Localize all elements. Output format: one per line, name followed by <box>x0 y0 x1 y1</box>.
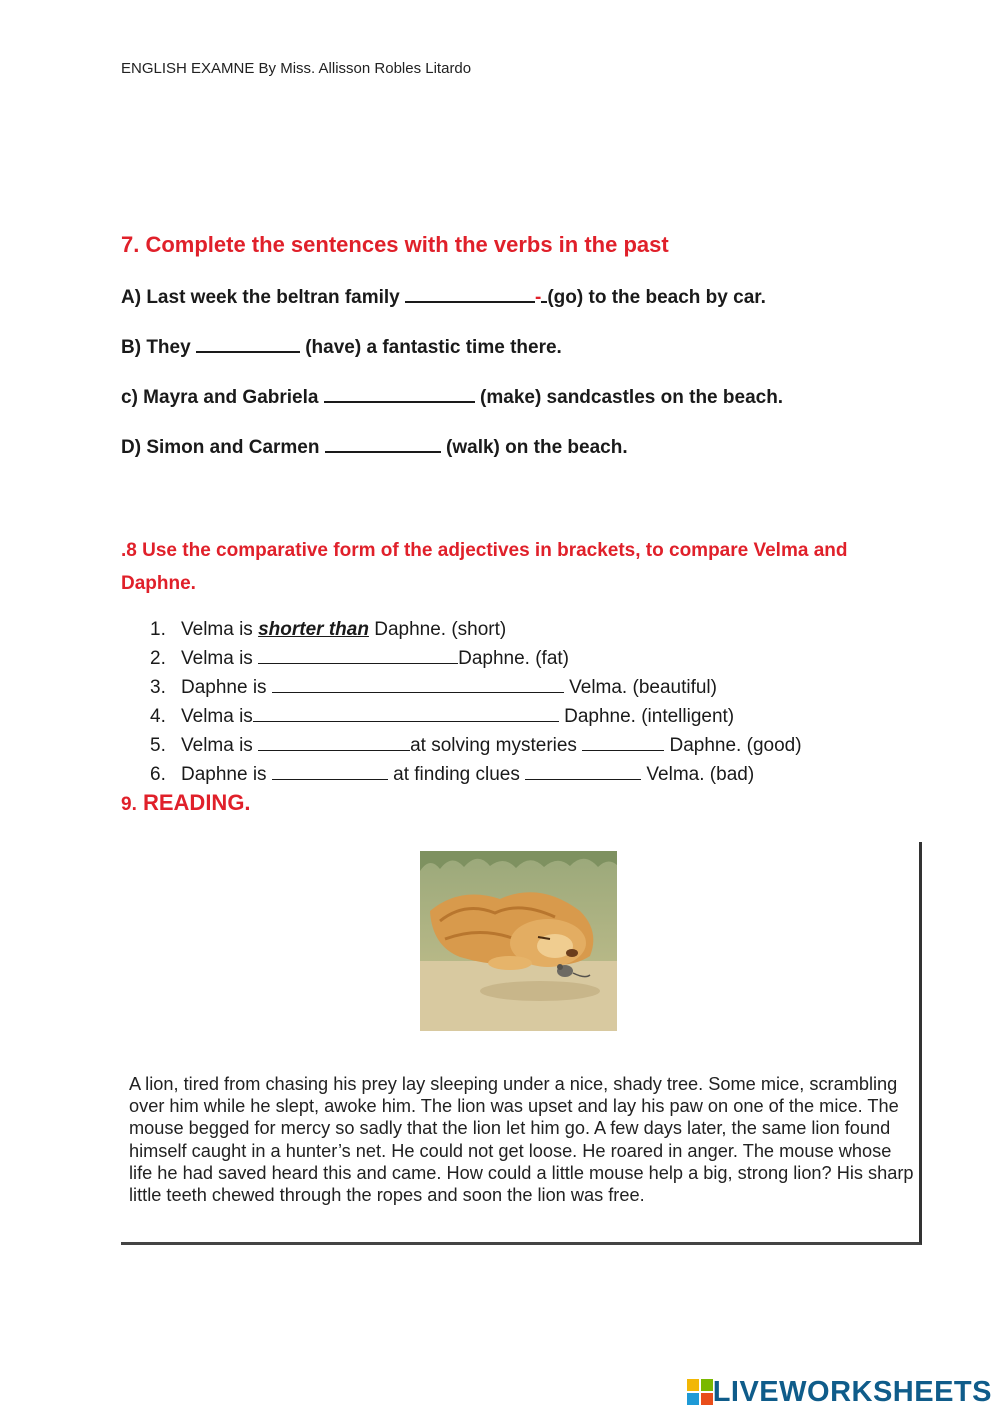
document-header: ENGLISH EXAMNE By Miss. Allisson Robles Litardo <box>121 60 472 77</box>
item-number: 3. <box>150 677 166 698</box>
section-number: 9. <box>121 794 137 815</box>
question-text: A) Last week the beltran family <box>121 287 406 308</box>
comparative-item-4 <box>150 706 734 728</box>
item-text: Daphne is <box>181 764 272 785</box>
question-7a <box>121 287 766 309</box>
item-text: Daphne is <box>181 677 272 698</box>
answer-blank[interactable] <box>325 437 441 453</box>
question-text: (go) to the beach by car. <box>547 287 766 308</box>
item-number: 1. <box>150 619 166 640</box>
question-text: (make) sandcastles on the beach. <box>474 387 784 408</box>
item-text: Daphne. (short) <box>368 619 507 640</box>
item-number: 6. <box>150 764 166 785</box>
item-text: Velma is <box>181 735 259 756</box>
liveworksheets-logo <box>687 1377 992 1407</box>
question-7d <box>121 437 628 459</box>
item-text: at solving mysteries <box>410 735 583 756</box>
comparative-item-1 <box>150 619 506 641</box>
question-text: c) Mayra and Gabriela <box>121 387 324 408</box>
answer-blank[interactable] <box>258 649 458 664</box>
item-number: 4. <box>150 706 166 727</box>
item-number: 5. <box>150 735 166 756</box>
item-text: Velma is <box>181 706 253 727</box>
question-text: (walk) on the beach. <box>440 437 628 458</box>
question-text: B) They <box>121 337 196 358</box>
comparative-item-6 <box>150 764 754 786</box>
section-7-title: 7. Complete the sentences with the verbs in the past <box>121 232 669 257</box>
item-text: Velma is <box>181 619 259 640</box>
question-text: D) Simon and Carmen <box>121 437 325 458</box>
answer-blank[interactable] <box>272 678 564 693</box>
question-7b <box>121 337 562 359</box>
answer-blank[interactable] <box>525 765 641 780</box>
liveworksheets-logo-text: LIVEWORKSHEETS <box>712 1375 992 1408</box>
answer-dash: - <box>535 287 542 308</box>
question-7c <box>121 387 783 409</box>
answer-blank[interactable] <box>582 736 664 751</box>
liveworksheets-logo-icon <box>687 1379 713 1405</box>
answer-blank[interactable] <box>324 387 475 403</box>
item-text: Daphne. (good) <box>664 735 802 756</box>
answer-blank[interactable] <box>196 337 300 353</box>
item-text: at finding clues <box>387 764 526 785</box>
item-text: Velma. (bad) <box>641 764 755 785</box>
sample-answer: shorter than <box>258 619 369 640</box>
answer-blank[interactable] <box>258 736 410 751</box>
comparative-item-2 <box>150 648 569 670</box>
answer-blank[interactable] <box>253 707 559 722</box>
comparative-item-3 <box>150 677 717 699</box>
section-9-title <box>121 790 251 816</box>
lion-and-mouse-illustration <box>420 851 617 1031</box>
answer-blank[interactable] <box>272 765 388 780</box>
section-8-title: .8 Use the comparative form of the adjectives in brackets, to compare Velma and Daphne. <box>121 540 848 594</box>
item-text: Daphne. (fat) <box>458 648 569 669</box>
section-heading: READING. <box>142 790 251 815</box>
item-text: Velma is <box>181 648 259 669</box>
question-text: (have) a fantastic time there. <box>299 337 562 358</box>
item-number: 2. <box>150 648 166 669</box>
item-text: Velma. (beautiful) <box>563 677 717 698</box>
answer-blank[interactable] <box>405 287 535 303</box>
comparative-item-5 <box>150 735 802 757</box>
item-text: Daphne. (intelligent) <box>558 706 735 727</box>
reading-passage: A lion, tired from chasing his prey lay sleeping under a nice, shady tree. Some mice, scrambling over him while he slept, awoke him. The lion was upset and lay his paw on one of the mice. The mouse begged for mercy so sadly that the lion let him go. A few days later, the same lion found himself caught in a hunter’s net. He could not get loose. He roared in anger. The mouse whose life he had saved heard this and came. How could a little mouse help a big, strong lion? His sharp little teeth chewed through the ropes and soon the lion was free. <box>129 1074 914 1206</box>
